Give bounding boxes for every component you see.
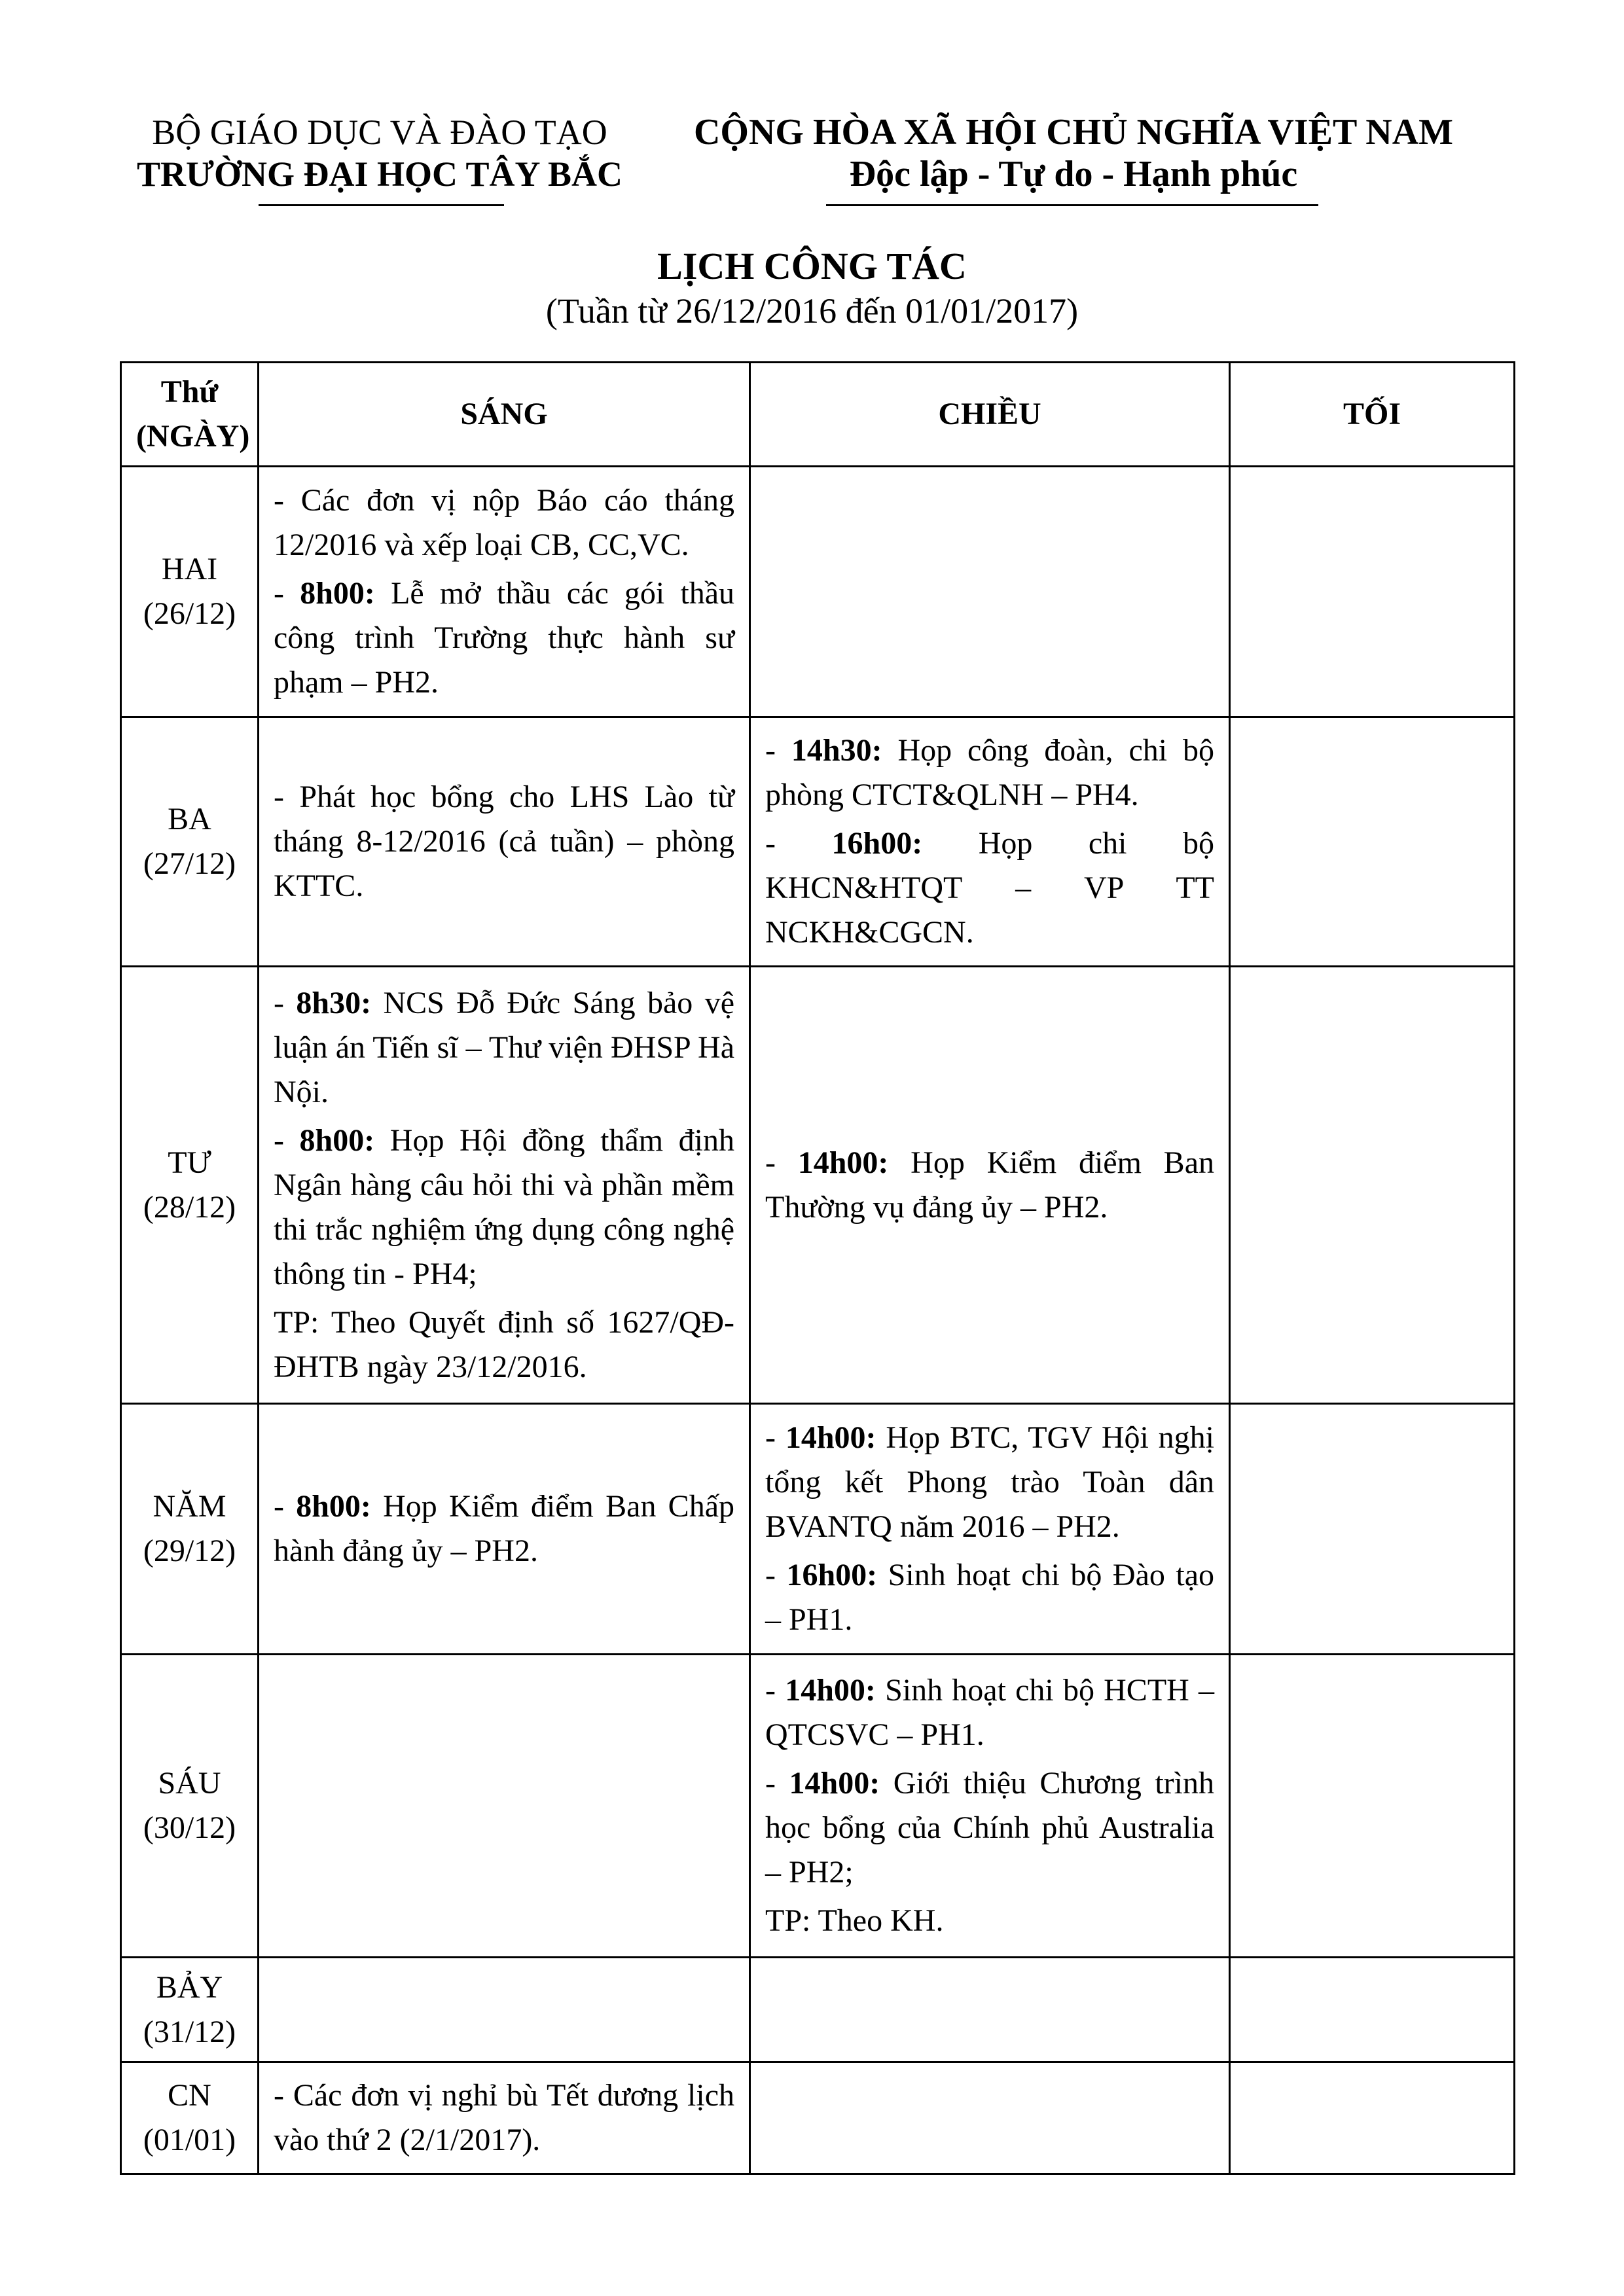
entry-text: Lễ mở thầu các gói thầu công trình Trường thực hành sư phạm – PH2. [274, 576, 735, 700]
weekday-label: BẢY [156, 1969, 223, 2005]
entry-text: Giới thiệu Chương trình học bổng của Chính phủ Australia – PH2; [765, 1766, 1215, 1890]
col-header-day-line2: (NGÀY) [136, 419, 250, 454]
schedule-entry: - 14h00: Họp BTC, TGV Hội nghị tổng kết Phong trào Toàn dân BVANTQ năm 2016 – PH2. [765, 1420, 1214, 1544]
table-row [121, 717, 1515, 967]
day-cell [121, 1404, 259, 1655]
morning-cell [259, 967, 750, 1404]
entry-text: NCS Đỗ Đức Sáng bảo vệ luận án Tiến sĩ – Thư viện ĐHSP Hà Nội. [274, 985, 734, 1109]
date-label: (01/01) [143, 2123, 236, 2157]
entry-text: - Các đơn vị nghỉ bù Tết dương lịch vào thứ 2 (2/1/2017). [274, 2078, 734, 2157]
col-header-day-line1: Thứ [160, 374, 219, 409]
entry-time: 16h00: [831, 826, 923, 861]
table-row [121, 1958, 1515, 2062]
entry-text: Họp BTC, TGV Hội nghị tổng kết Phong trào Toàn dân BVANTQ năm 2016 – PH2. [765, 1420, 1214, 1544]
schedule-entry [274, 2073, 734, 2162]
country-name: CỘNG HÒA XÃ HỘI CHỦ NGHĨA VIỆT NAM [693, 112, 1454, 152]
university-name: TRƯỜNG ĐẠI HỌC TÂY BẮC [136, 154, 623, 194]
entry-text: Họp chi bộ KHCN&HTQT – VP TT NCKH&CGCN. [765, 826, 1215, 950]
entry-text: TP: Theo KH. [765, 1903, 944, 1938]
date-label: (29/12) [143, 1534, 236, 1568]
entry-time: 14h30: [791, 733, 882, 768]
date-label: (31/12) [143, 2014, 236, 2049]
entry-time: 8h00: [296, 1489, 371, 1524]
date-label: (27/12) [143, 846, 236, 881]
schedule-entry [765, 1899, 1214, 1943]
entry-time: 16h00: [786, 1558, 878, 1592]
afternoon-cell [750, 1655, 1230, 1958]
evening-cell [1230, 2062, 1515, 2174]
afternoon-cell [750, 2062, 1230, 2174]
table-row [121, 967, 1515, 1404]
right-header-rule [826, 204, 1318, 206]
ministry-name: BỘ GIÁO DỤC VÀ ĐÀO TẠO [152, 113, 607, 152]
national-header [661, 111, 1486, 195]
schedule-entry [274, 1300, 734, 1390]
day-cell [121, 2062, 259, 2174]
schedule-entry: - 8h30: NCS Đỗ Đức Sáng bảo vệ luận án Tiến sĩ – Thư viện ĐHSP Hà Nội. [274, 985, 734, 1109]
left-header-rule [259, 204, 504, 206]
schedule-entry: - 14h00: Họp Kiểm điểm Ban Thường vụ đảng ủy – PH2. [765, 1145, 1214, 1225]
weekday-label: CN [168, 2078, 211, 2113]
entry-text: Sinh hoạt chi bộ Đào tạo – PH1. [765, 1558, 1215, 1637]
date-label: (28/12) [143, 1189, 236, 1225]
day-cell [121, 967, 259, 1404]
schedule-entry: - 16h00: Họp chi bộ KHCN&HTQT – VP TT NCKH&CGCN. [765, 826, 1215, 950]
schedule-body [121, 467, 1515, 2174]
schedule-table [120, 361, 1515, 2175]
entry-text: - Phát học bổng cho LHS Lào từ tháng 8-12/2016 (cả tuần) – phòng KTTC. [274, 780, 734, 903]
col-header-day [121, 363, 259, 467]
table-row [121, 2062, 1515, 2174]
day-cell [121, 467, 259, 717]
entry-text: Họp công đoàn, chi bộ phòng CTCT&QLNH – PH4. [765, 733, 1214, 812]
col-header-afternoon: CHIỀU [750, 363, 1230, 467]
afternoon-cell [750, 1404, 1230, 1655]
evening-cell [1230, 1958, 1515, 2062]
col-header-morning: SÁNG [259, 363, 750, 467]
national-motto: Độc lập - Tự do - Hạnh phúc [849, 154, 1298, 194]
evening-cell [1230, 1655, 1515, 1958]
afternoon-cell [750, 1958, 1230, 2062]
schedule-entry: - 16h00: Sinh hoạt chi bộ Đào tạo – PH1. [765, 1558, 1215, 1637]
schedule-entry [274, 478, 734, 567]
afternoon-cell [750, 717, 1230, 967]
entry-time: 8h00: [300, 576, 375, 611]
date-label: (30/12) [143, 1810, 236, 1845]
morning-cell [259, 1404, 750, 1655]
entry-text: - Các đơn vị nộp Báo cáo tháng 12/2016 và xếp loại CB, CC,VC. [274, 483, 734, 562]
weekday-label: SÁU [158, 1766, 221, 1801]
schedule-entry: - 8h00: Họp Kiểm điểm Ban Chấp hành đảng ủy – PH2. [274, 1489, 734, 1568]
schedule-entry: - 14h00: Giới thiệu Chương trình học bổng của Chính phủ Australia – PH2; [765, 1766, 1215, 1890]
table-row [121, 1655, 1515, 1958]
entry-time: 14h00: [797, 1145, 889, 1180]
table-row [121, 1404, 1515, 1655]
evening-cell [1230, 467, 1515, 717]
entry-time: 14h00: [785, 1420, 876, 1455]
day-cell [121, 1958, 259, 2062]
weekday-label: TƯ [168, 1145, 211, 1180]
ministry-header [98, 111, 661, 195]
entry-time: 8h00: [299, 1122, 375, 1158]
evening-cell [1230, 717, 1515, 967]
evening-cell [1230, 1404, 1515, 1655]
col-header-evening: TỐI [1230, 363, 1515, 467]
entry-text: Sinh hoạt chi bộ HCTH – QTCSVC – PH1. [765, 1673, 1215, 1752]
table-row [121, 467, 1515, 717]
weekday-label: BA [168, 802, 211, 836]
entry-time: 8h30: [296, 985, 372, 1020]
entry-text: TP: Theo Quyết định số 1627/QĐ-ĐHTB ngày 23/12/2016. [274, 1304, 734, 1384]
entry-time: 14h00: [785, 1673, 876, 1708]
day-cell [121, 717, 259, 967]
entry-text: Họp Hội đồng thẩm định Ngân hàng câu hỏi thi và phần mềm thi trắc nghiệm ứng dụng công nghệ thông tin - PH4; [274, 1122, 734, 1291]
schedule-entry [274, 775, 734, 908]
morning-cell [259, 467, 750, 717]
schedule-entry: - 8h00: Họp Hội đồng thẩm định Ngân hàng câu hỏi thi và phần mềm thi trắc nghiệm ứng dụng công nghệ thông tin - PH4; [274, 1122, 734, 1291]
morning-cell [259, 1958, 750, 2062]
document-title: LỊCH CÔNG TÁC [657, 245, 967, 287]
weekday-label: NĂM [153, 1489, 226, 1524]
morning-cell [259, 717, 750, 967]
morning-cell [259, 1655, 750, 1958]
header-row [121, 363, 1515, 467]
weekday-label: HAI [161, 552, 218, 586]
schedule-entry: - 14h30: Họp công đoàn, chi bộ phòng CTCT&QLNH – PH4. [765, 733, 1214, 812]
afternoon-cell [750, 467, 1230, 717]
date-label: (26/12) [143, 596, 236, 631]
afternoon-cell [750, 967, 1230, 1404]
day-cell [121, 1655, 259, 1958]
morning-cell [259, 2062, 750, 2174]
schedule-entry: - 14h00: Sinh hoạt chi bộ HCTH – QTCSVC – PH1. [765, 1673, 1215, 1752]
entry-text: Họp Kiểm điểm Ban Thường vụ đảng ủy – PH2. [765, 1145, 1214, 1225]
evening-cell [1230, 967, 1515, 1404]
document-subtitle: (Tuần từ 26/12/2016 đến 01/01/2017) [545, 291, 1079, 331]
schedule-entry: - 8h00: Lễ mở thầu các gói thầu công trình Trường thực hành sư phạm – PH2. [274, 576, 735, 700]
entry-time: 14h00: [789, 1766, 880, 1801]
entry-text: Họp Kiểm điểm Ban Chấp hành đảng ủy – PH2. [274, 1489, 734, 1568]
